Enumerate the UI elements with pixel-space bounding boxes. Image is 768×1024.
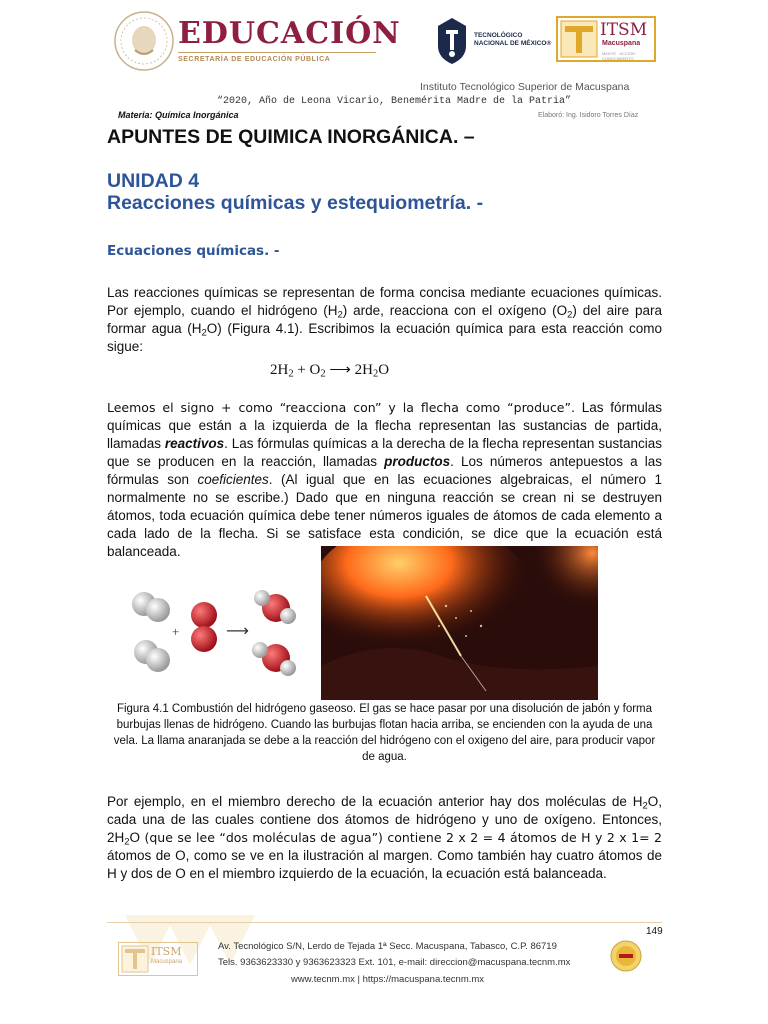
itsm-monogram-icon	[560, 20, 598, 58]
molecule-diagram	[128, 586, 303, 686]
footer-itsm-name: ITSM	[151, 945, 182, 958]
footer-web-links[interactable]: www.tecnm.mx | https://macuspana.tecnm.mx	[291, 974, 485, 985]
tecnm-name	[474, 32, 551, 48]
term-productos: productos	[384, 454, 451, 469]
page-number: 149	[646, 926, 663, 937]
tecnm-logo	[434, 16, 470, 66]
hydrogen-molecule-1	[132, 592, 170, 622]
tecnm-line-1: TECNOLÓGICO	[474, 32, 523, 39]
author-label: Elaboró: Ing. Isidoro Torres Díaz	[538, 112, 639, 119]
agency-name: EDUCACIÓN	[178, 16, 401, 51]
itsm-location: Macuspana	[602, 40, 641, 47]
itsm-name: ITSM	[600, 20, 648, 40]
water-molecule-2	[252, 642, 296, 676]
footer-divider	[107, 922, 662, 923]
term-coeficientes: coeficientes	[197, 472, 269, 487]
mexico-seal-logo	[113, 10, 175, 72]
plus-sign: +	[172, 624, 180, 639]
institute-name: Instituto Tecnológico Superior de Macuspana	[420, 81, 630, 93]
unit-number: UNIDAD 4	[107, 170, 200, 192]
header-divider	[178, 52, 376, 53]
award-badge-icon	[610, 940, 642, 972]
reaction-arrow: ⟶	[226, 621, 249, 640]
section-heading: Ecuaciones químicas. -	[107, 243, 280, 259]
balance-paragraph: Por ejemplo, en el miembro derecho de la ecuación anterior hay dos moléculas de $H_2O$, cada una de las cuales contiene dos átomos de hidrógeno y uno de oxígeno. Entonces, $2H_2O$ (que se lee “dos moléculas de agua”) contiene 2 x 2 = 4 átomos de H y 2 x 1= 2 átomos de O, como se ve en la ilustración al margen. Como también hay cuatro átomos de H y dos de O en el miembro izquierdo de la ecuación, la ecuación está balanceada.	[107, 794, 662, 881]
hydrogen-combustion-photo	[321, 546, 598, 700]
figure-caption: Figura 4.1 Combustión del hidrógeno gaseoso. El gas se hace pasar por una disolución de jabón y forma burbujas llenas de hidrógeno. Cuando las burbujas flotan hacia arriba, se encienden con la ayuda de una vela. La llama anaranjada se debe a la reacción del hidrógeno con el oxigeno del aire, para producir vapor de agua.	[113, 703, 656, 763]
year-motto: “2020, Año de Leona Vicario, Benemérita Madre de la Patria”	[217, 96, 572, 107]
footer-itsm-logo	[118, 942, 198, 976]
oxygen-molecule	[191, 602, 217, 652]
unit-title: Reacciones químicas y estequiometría. -	[107, 192, 484, 214]
term-reactivos: reactivos	[164, 436, 225, 451]
agency-subtitle: SECRETARÍA DE EDUCACIÓN PÚBLICA	[178, 56, 331, 63]
itsm-tagline: MENTE · ACCIÓN · CONOCIMIENTO	[602, 51, 638, 61]
explanation-paragraph: Leemos el signo + como “reacciona con” y la flecha como “produce”. Las fórmulas químicas que están a la izquierda de la flecha representan las sustancias de partida, llamadas reactivos. Las fórmulas químicas a la derecha de la flecha representan sustancias que se producen en la reacción, llamadas productos. Los números antepuestos a las fórmulas son coeficientes. (Al igual que en las ecuaciones algebraicas, el número 1 normalmente no se escribe.) Dado que en ninguna reacción se crean ni se destruyen átomos, toda ecuación química debe tener números iguales de átomos de cada elemento a cada lado de la flecha. Si se satisface esta condición, se dice que la ecuación está balanceada.	[107, 400, 662, 559]
itsm-logo	[556, 16, 656, 62]
tecnm-line-2: NACIONAL DE MÉXICO®	[474, 40, 552, 47]
document-title: APUNTES DE QUIMICA INORGÁNICA. –	[107, 126, 475, 148]
hydrogen-molecule-2	[134, 640, 170, 672]
chemical-equation: $2H_2 + O_2$ ⟶ $2H_2O$	[270, 362, 390, 380]
footer-itsm-monogram-icon	[121, 945, 149, 973]
water-molecule-1	[254, 590, 296, 624]
intro-paragraph: Las reacciones químicas se representan de forma concisa mediante ecuaciones químicas. Por ejemplo, cuando el hidrógeno $(H_2)$ arde, reacciona con el oxígeno $(O_2)$ del aire para formar agua $(H_2O)$ (Figura 4.1). Escribimos la ecuación química para esta reacción como sigue:	[107, 285, 662, 354]
footer-address: Av. Tecnológico S/N, Lerdo de Tejada 1ª Secc. Macuspana, Tabasco, C.P. 86719	[218, 941, 557, 952]
subject-label: Materia: Química Inorgánica	[118, 110, 239, 120]
footer-itsm-location: Macuspana	[151, 959, 183, 965]
footer-contact[interactable]: Tels. 9363623330 y 9363623323 Ext. 101, e-mail: direccion@macuspana.tecnm.mx	[218, 957, 571, 968]
